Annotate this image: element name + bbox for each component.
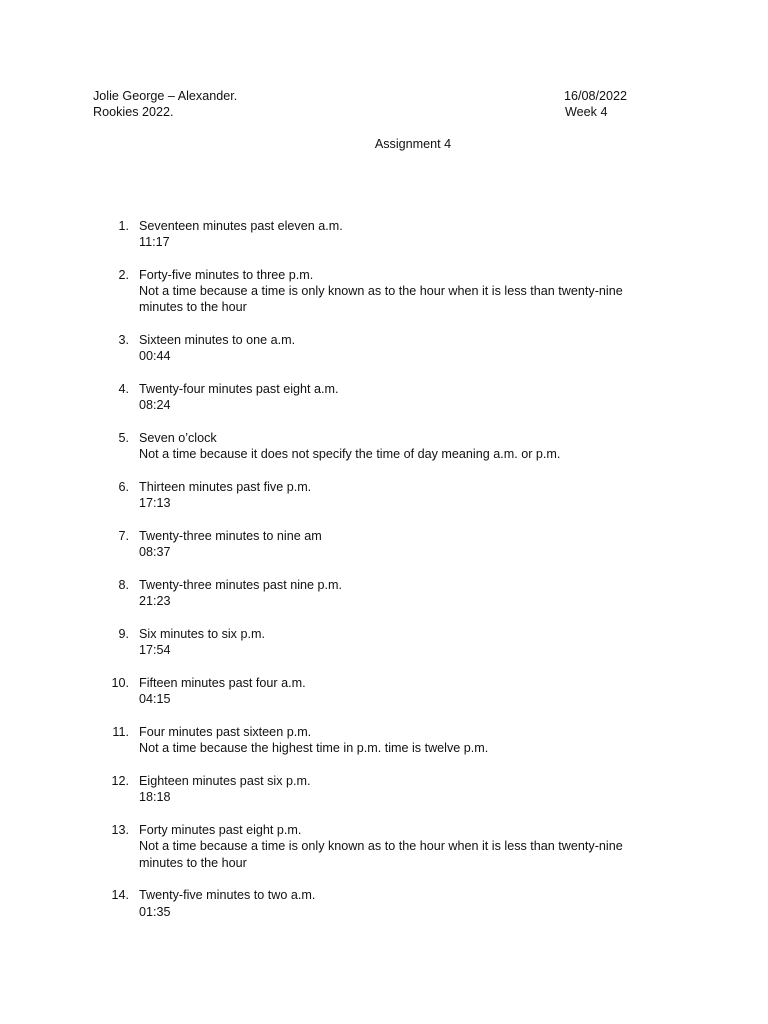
item-answer: 18:18 (139, 790, 171, 805)
item-question: Eighteen minutes past six p.m. (139, 774, 311, 789)
item-answer: 17:13 (139, 496, 171, 511)
item-answer: 01:35 (139, 904, 171, 919)
item-number: 11. (112, 725, 129, 740)
item-question: Thirteen minutes past five p.m. (139, 480, 312, 495)
item-answer: 08:24 (139, 398, 171, 413)
item-question: Forty-five minutes to three p.m. (139, 268, 314, 282)
item-question: Twenty-three minutes to nine am (139, 529, 322, 544)
list-item (0, 887, 659, 919)
item-number: 5. (118, 431, 129, 446)
item-answer: 11:17 (139, 235, 170, 250)
item-question: Sixteen minutes to one a.m. (139, 333, 296, 348)
list-item (0, 626, 659, 658)
item-answer: 00:44 (139, 349, 171, 364)
item-question: Six minutes to six p.m. (139, 627, 265, 642)
item-number: 8. (118, 578, 129, 593)
item-number: 6. (118, 480, 129, 495)
item-number: 14. (111, 888, 129, 903)
item-answer: Not a time because a time is only known as to the hour when it is less than twenty-nine minutes to the hour (139, 839, 623, 870)
item-question: Forty minutes past eight p.m. (139, 823, 302, 838)
item-question: Twenty-five minutes to two a.m. (139, 888, 316, 903)
item-number: 10. (111, 676, 129, 691)
list-item (0, 332, 659, 364)
organization-name: Rookies 2022. (93, 105, 174, 119)
list-item (0, 675, 659, 707)
document-date: 16/08/2022 (564, 89, 628, 103)
item-number: 12. (111, 774, 129, 789)
list-item (0, 577, 659, 609)
item-answer: 17:54 (139, 643, 171, 658)
item-answer: 21:23 (139, 594, 171, 609)
item-answer: Not a time because a time is only known as to the hour when it is less than twenty-nine minutes to the hour (139, 284, 623, 315)
item-question: Seven o’clock (139, 431, 217, 446)
item-question: Twenty-three minutes past nine p.m. (139, 578, 342, 593)
list-item (0, 528, 659, 560)
list-item (0, 822, 659, 871)
item-number: 7. (118, 529, 129, 544)
page-title: Assignment 4 (374, 137, 452, 151)
item-number: 9. (118, 627, 129, 642)
item-number: 2. (118, 268, 129, 282)
item-answer: Not a time because the highest time in p.m. time is twelve p.m. (139, 741, 489, 756)
list-item (0, 773, 659, 805)
list-item (0, 381, 659, 413)
item-answer: 08:37 (139, 545, 171, 560)
item-number: 3. (118, 333, 129, 348)
answer-list (0, 218, 659, 936)
item-answer: Not a time because it does not specify the time of day meaning a.m. or p.m. (139, 447, 561, 462)
item-question: Twenty-four minutes past eight a.m. (139, 382, 339, 397)
week-label: Week 4 (565, 105, 608, 119)
item-number: 1. (118, 219, 129, 233)
item-number: 13. (111, 823, 129, 838)
item-question: Four minutes past sixteen p.m. (139, 725, 312, 740)
item-question: Fifteen minutes past four a.m. (139, 676, 306, 691)
list-item (0, 218, 659, 250)
item-number: 4. (118, 382, 129, 397)
list-item (0, 479, 659, 511)
author-name: Jolie George – Alexander. (93, 89, 238, 103)
list-item (0, 430, 659, 462)
list-item (0, 267, 659, 316)
list-item (0, 724, 659, 756)
item-answer: 04:15 (139, 692, 171, 707)
item-question: Seventeen minutes past eleven a.m. (139, 219, 343, 233)
